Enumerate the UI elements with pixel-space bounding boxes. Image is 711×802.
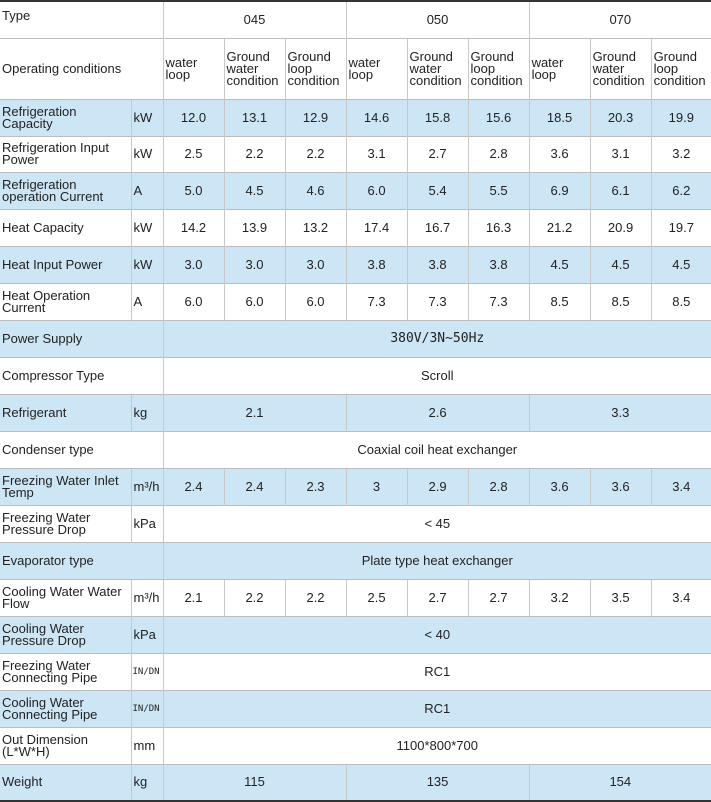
row-cooling-water-pressure-drop: [0, 616, 711, 653]
row-label: Freezing Water Inlet Temp: [0, 468, 131, 505]
value-cell: 21.2: [529, 209, 590, 246]
row-unit: kPa: [131, 616, 163, 653]
value-cell: 3.0: [285, 246, 346, 283]
model-050: 050: [346, 1, 529, 38]
value-cell: 17.4: [346, 209, 407, 246]
value-cell: 2.2: [224, 136, 285, 172]
row-heat-input-power: [0, 246, 711, 283]
operating-conditions-label: Operating conditions: [0, 38, 163, 99]
value-cell: 7.3: [346, 283, 407, 320]
out-dimension-value: 1100*800*700: [163, 727, 711, 764]
condition-ground-water: Ground water condition: [407, 38, 468, 99]
row-label: Power Supply: [0, 320, 163, 357]
value-cell: 4.6: [285, 172, 346, 209]
value-cell: 12.9: [285, 99, 346, 136]
value-cell: 3.8: [407, 246, 468, 283]
condition-water-loop: water loop: [529, 38, 590, 99]
value-cell: 3.2: [529, 579, 590, 616]
value-cell: 19.7: [651, 209, 711, 246]
condition-ground-loop: Ground loop condition: [285, 38, 346, 99]
row-unit: mm: [131, 727, 163, 764]
type-label: Type: [0, 1, 163, 38]
value-cell: 14.6: [346, 99, 407, 136]
row-unit: A: [131, 172, 163, 209]
value-cell: 2.8: [468, 468, 529, 505]
value-cell: 4.5: [590, 246, 651, 283]
row-unit: IN/DN: [131, 690, 163, 727]
value-cell: 3.2: [651, 136, 711, 172]
model-045: 045: [163, 1, 346, 38]
value-cell: 2.4: [163, 468, 224, 505]
compressor-type-value: Scroll: [163, 357, 711, 394]
value-cell: 5.4: [407, 172, 468, 209]
value-cell: 5.5: [468, 172, 529, 209]
row-refrigeration-operation-current: [0, 172, 711, 209]
value-cell: 3.6: [529, 136, 590, 172]
value-cell: 6.9: [529, 172, 590, 209]
row-heat-operation-current: [0, 283, 711, 320]
value-cell: 12.0: [163, 99, 224, 136]
row-label: Freezing Water Connecting Pipe: [0, 653, 131, 690]
row-unit: kW: [131, 136, 163, 172]
row-label: Refrigerant: [0, 394, 131, 431]
row-unit: kg: [131, 764, 163, 801]
value-cell: 5.0: [163, 172, 224, 209]
row-label: Heat Capacity: [0, 209, 131, 246]
row-label: Refrigeration Input Power: [0, 136, 131, 172]
header-conditions-row: [0, 38, 711, 99]
value-cell: 2.8: [468, 136, 529, 172]
row-power-supply: [0, 320, 711, 357]
value-cell: 154: [529, 764, 711, 801]
value-cell: 2.6: [346, 394, 529, 431]
value-cell: 13.1: [224, 99, 285, 136]
value-cell: 13.2: [285, 209, 346, 246]
value-cell: 15.8: [407, 99, 468, 136]
value-cell: 2.2: [224, 579, 285, 616]
value-cell: 2.7: [407, 136, 468, 172]
row-label: Refrigeration Capacity: [0, 99, 131, 136]
value-cell: 2.3: [285, 468, 346, 505]
value-cell: 3.6: [529, 468, 590, 505]
row-freezing-water-inlet-temp: [0, 468, 711, 505]
value-cell: 2.2: [285, 579, 346, 616]
value-cell: 3.8: [468, 246, 529, 283]
value-cell: 2.2: [285, 136, 346, 172]
value-cell: 14.2: [163, 209, 224, 246]
row-condenser-type: [0, 431, 711, 468]
value-cell: 7.3: [407, 283, 468, 320]
row-refrigerant: [0, 394, 711, 431]
value-cell: 8.5: [651, 283, 711, 320]
condition-ground-water: Ground water condition: [224, 38, 285, 99]
value-cell: 16.7: [407, 209, 468, 246]
value-cell: 8.5: [590, 283, 651, 320]
value-cell: 4.5: [529, 246, 590, 283]
value-cell: 20.9: [590, 209, 651, 246]
value-cell: 3.3: [529, 394, 711, 431]
value-cell: 3.1: [590, 136, 651, 172]
header-type-row: [0, 1, 711, 38]
value-cell: 3.0: [163, 246, 224, 283]
condition-ground-loop: Ground loop condition: [468, 38, 529, 99]
value-cell: 6.0: [163, 283, 224, 320]
row-unit: m³/h: [131, 468, 163, 505]
row-label: Heat Input Power: [0, 246, 131, 283]
row-unit: kPa: [131, 505, 163, 542]
value-cell: 4.5: [224, 172, 285, 209]
row-unit: kW: [131, 246, 163, 283]
value-cell: 135: [346, 764, 529, 801]
value-cell: 2.5: [163, 136, 224, 172]
row-refrigeration-input-power: [0, 136, 711, 172]
row-unit: kW: [131, 209, 163, 246]
value-cell: 3.0: [224, 246, 285, 283]
value-cell: 19.9: [651, 99, 711, 136]
row-unit: IN/DN: [131, 653, 163, 690]
value-cell: 13.9: [224, 209, 285, 246]
evaporator-type-value: Plate type heat exchanger: [163, 542, 711, 579]
value-cell: 3.5: [590, 579, 651, 616]
row-label: Cooling Water Pressure Drop: [0, 616, 131, 653]
row-label: Cooling Water Connecting Pipe: [0, 690, 131, 727]
value-cell: 6.0: [346, 172, 407, 209]
row-label: Condenser type: [0, 431, 163, 468]
row-cooling-water-connecting-pipe: [0, 690, 711, 727]
row-evaporator-type: [0, 542, 711, 579]
row-refrigeration-capacity: [0, 99, 711, 136]
value-cell: 15.6: [468, 99, 529, 136]
value-cell: 2.9: [407, 468, 468, 505]
freezing-pressure-drop-value: < 45: [163, 505, 711, 542]
row-label: Cooling Water Water Flow: [0, 579, 131, 616]
condition-ground-loop: Ground loop condition: [651, 38, 711, 99]
value-cell: 6.2: [651, 172, 711, 209]
value-cell: 2.1: [163, 579, 224, 616]
value-cell: 3.1: [346, 136, 407, 172]
row-label: Weight: [0, 764, 131, 801]
value-cell: 7.3: [468, 283, 529, 320]
condition-ground-water: Ground water condition: [590, 38, 651, 99]
value-cell: 2.1: [163, 394, 346, 431]
row-label: Evaporator type: [0, 542, 163, 579]
value-cell: 6.1: [590, 172, 651, 209]
value-cell: 3.8: [346, 246, 407, 283]
row-weight: [0, 764, 711, 801]
value-cell: 20.3: [590, 99, 651, 136]
row-freezing-water-connecting-pipe: [0, 653, 711, 690]
condition-water-loop: water loop: [163, 38, 224, 99]
row-label: Heat Operation Current: [0, 283, 131, 320]
value-cell: 3: [346, 468, 407, 505]
row-label: Out Dimension (L*W*H): [0, 727, 131, 764]
row-unit: kW: [131, 99, 163, 136]
row-unit: m³/h: [131, 579, 163, 616]
value-cell: 4.5: [651, 246, 711, 283]
row-unit: A: [131, 283, 163, 320]
value-cell: 6.0: [224, 283, 285, 320]
power-supply-value: 380V/3N~50Hz: [163, 320, 711, 357]
model-070: 070: [529, 1, 711, 38]
value-cell: 2.4: [224, 468, 285, 505]
value-cell: 3.4: [651, 579, 711, 616]
value-cell: 2.5: [346, 579, 407, 616]
row-out-dimension: [0, 727, 711, 764]
value-cell: 18.5: [529, 99, 590, 136]
row-label: Freezing Water Pressure Drop: [0, 505, 131, 542]
condenser-type-value: Coaxial coil heat exchanger: [163, 431, 711, 468]
value-cell: 8.5: [529, 283, 590, 320]
value-cell: 3.4: [651, 468, 711, 505]
cooling-pressure-drop-value: < 40: [163, 616, 711, 653]
condition-water-loop: water loop: [346, 38, 407, 99]
value-cell: 3.6: [590, 468, 651, 505]
row-cooling-water-flow: [0, 579, 711, 616]
freezing-pipe-value: RC1: [163, 653, 711, 690]
value-cell: 16.3: [468, 209, 529, 246]
value-cell: 2.7: [407, 579, 468, 616]
row-compressor-type: [0, 357, 711, 394]
row-label: Refrigeration operation Current: [0, 172, 131, 209]
value-cell: 115: [163, 764, 346, 801]
row-label: Compressor Type: [0, 357, 163, 394]
value-cell: 2.7: [468, 579, 529, 616]
row-unit: kg: [131, 394, 163, 431]
cooling-pipe-value: RC1: [163, 690, 711, 727]
row-freezing-water-pressure-drop: [0, 505, 711, 542]
row-heat-capacity: [0, 209, 711, 246]
value-cell: 6.0: [285, 283, 346, 320]
